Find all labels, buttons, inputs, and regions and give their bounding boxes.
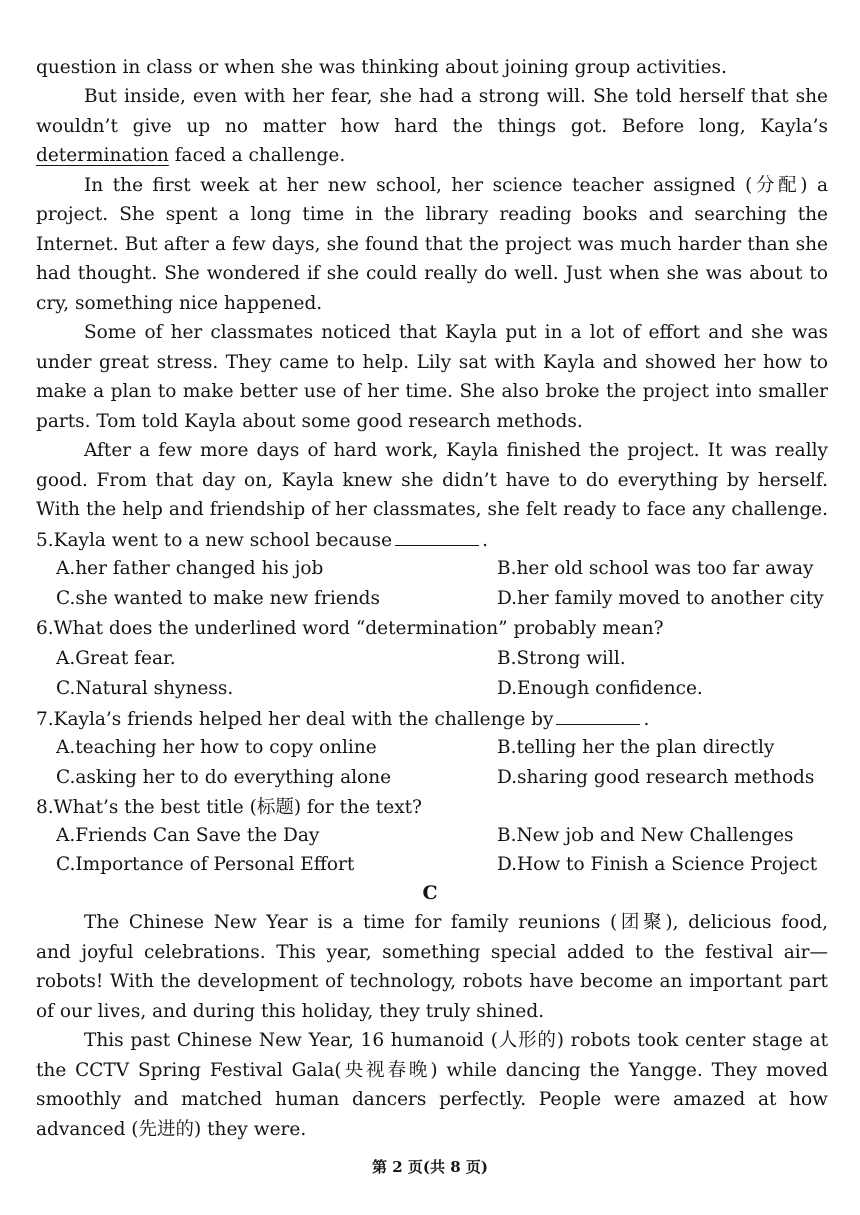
passage-line: In the first week at her new school, her science teacher assigned (分配) a <box>84 175 828 196</box>
passage-line: of our lives, and during this holiday, they truly shined. <box>36 1001 545 1022</box>
passage-line: smoothly and matched human dancers perfectly. People were amazed at how <box>36 1089 828 1110</box>
question-stem: 6.What does the underlined word “determination” probably mean? <box>36 618 664 639</box>
passage-line: But inside, even with her fear, she had a strong will. She told herself that she <box>84 86 828 107</box>
question-stem: 8.What’s the best title (标题) for the text? <box>36 797 422 818</box>
passage-line: had thought. She wondered if she could really do well. Just when she was about to <box>36 263 828 284</box>
underlined-word: determination <box>36 145 169 166</box>
passage-line: Some of her classmates noticed that Kayla put in a lot of effort and she was <box>84 322 828 343</box>
option-b: B.her old school was too far away <box>497 558 814 579</box>
option-d: D.sharing good research methods <box>497 767 815 788</box>
passage-line: under great stress. They came to help. Lily sat with Kayla and showed her how to <box>36 352 828 373</box>
page-number: 第 2 页(共 8 页) <box>372 1158 488 1176</box>
option-c: C.Importance of Personal Effort <box>56 854 355 875</box>
passage-line: wouldn’t give up no matter how hard the things got. Before long, Kayla’s <box>36 116 828 137</box>
passage-line: determination faced a challenge. <box>36 145 346 166</box>
passage-line: After a few more days of hard work, Kayla finished the project. It was really <box>84 440 828 461</box>
option-a: A.Friends Can Save the Day <box>56 825 320 846</box>
passage-line: cry, something nice happened. <box>36 293 323 314</box>
question-stem: 5.Kayla went to a new school because . <box>36 527 828 554</box>
option-d: D.Enough confidence. <box>497 678 703 699</box>
passage-line: question in class or when she was thinking about joining group activities. <box>36 57 727 78</box>
passage-line: make a plan to make better use of her time. She also broke the project into smaller <box>36 381 828 402</box>
option-d: D.How to Finish a Science Project <box>497 854 818 875</box>
passage-line: With the help and friendship of her classmates, she felt ready to face any challenge. <box>36 499 828 520</box>
passage-line: and joyful celebrations. This year, something special added to the festival air— <box>36 942 828 963</box>
question-stem: 7.Kayla’s friends helped her deal with the challenge by . <box>36 706 828 733</box>
option-a: A.Great fear. <box>56 648 176 669</box>
passage-line: project. She spent a long time in the library reading books and searching the <box>36 204 828 225</box>
option-c: C.asking her to do everything alone <box>56 767 392 788</box>
answer-blank <box>395 527 479 546</box>
passage-line: the CCTV Spring Festival Gala(央视春晚) while dancing the Yangge. They moved <box>36 1060 828 1081</box>
passage-line: parts. Tom told Kayla about some good research methods. <box>36 411 583 432</box>
passage-line: This past Chinese New Year, 16 humanoid (人形的) robots took center stage at <box>84 1030 828 1051</box>
option-c: C.she wanted to make new friends <box>56 588 380 609</box>
option-a: A.teaching her how to copy online <box>56 737 377 758</box>
passage-line: robots! With the development of technology, robots have become an important part <box>36 971 828 992</box>
option-c: C.Natural shyness. <box>56 678 234 699</box>
option-d: D.her family moved to another city <box>497 588 824 609</box>
option-b: B.New job and New Challenges <box>497 825 794 846</box>
option-a: A.her father changed his job <box>56 558 324 579</box>
passage-line: good. From that day on, Kayla knew she didn’t have to do everything by herself. <box>36 470 828 491</box>
option-b: B.Strong will. <box>497 648 626 669</box>
option-b: B.telling her the plan directly <box>497 737 775 758</box>
passage-line: Internet. But after a few days, she found that the project was much harder than she <box>36 234 828 255</box>
passage-line: advanced (先进的) they were. <box>36 1119 307 1140</box>
answer-blank <box>556 706 640 725</box>
passage-line: The Chinese New Year is a time for family reunions (团聚), delicious food, <box>84 912 828 933</box>
section-heading: C <box>422 882 438 904</box>
